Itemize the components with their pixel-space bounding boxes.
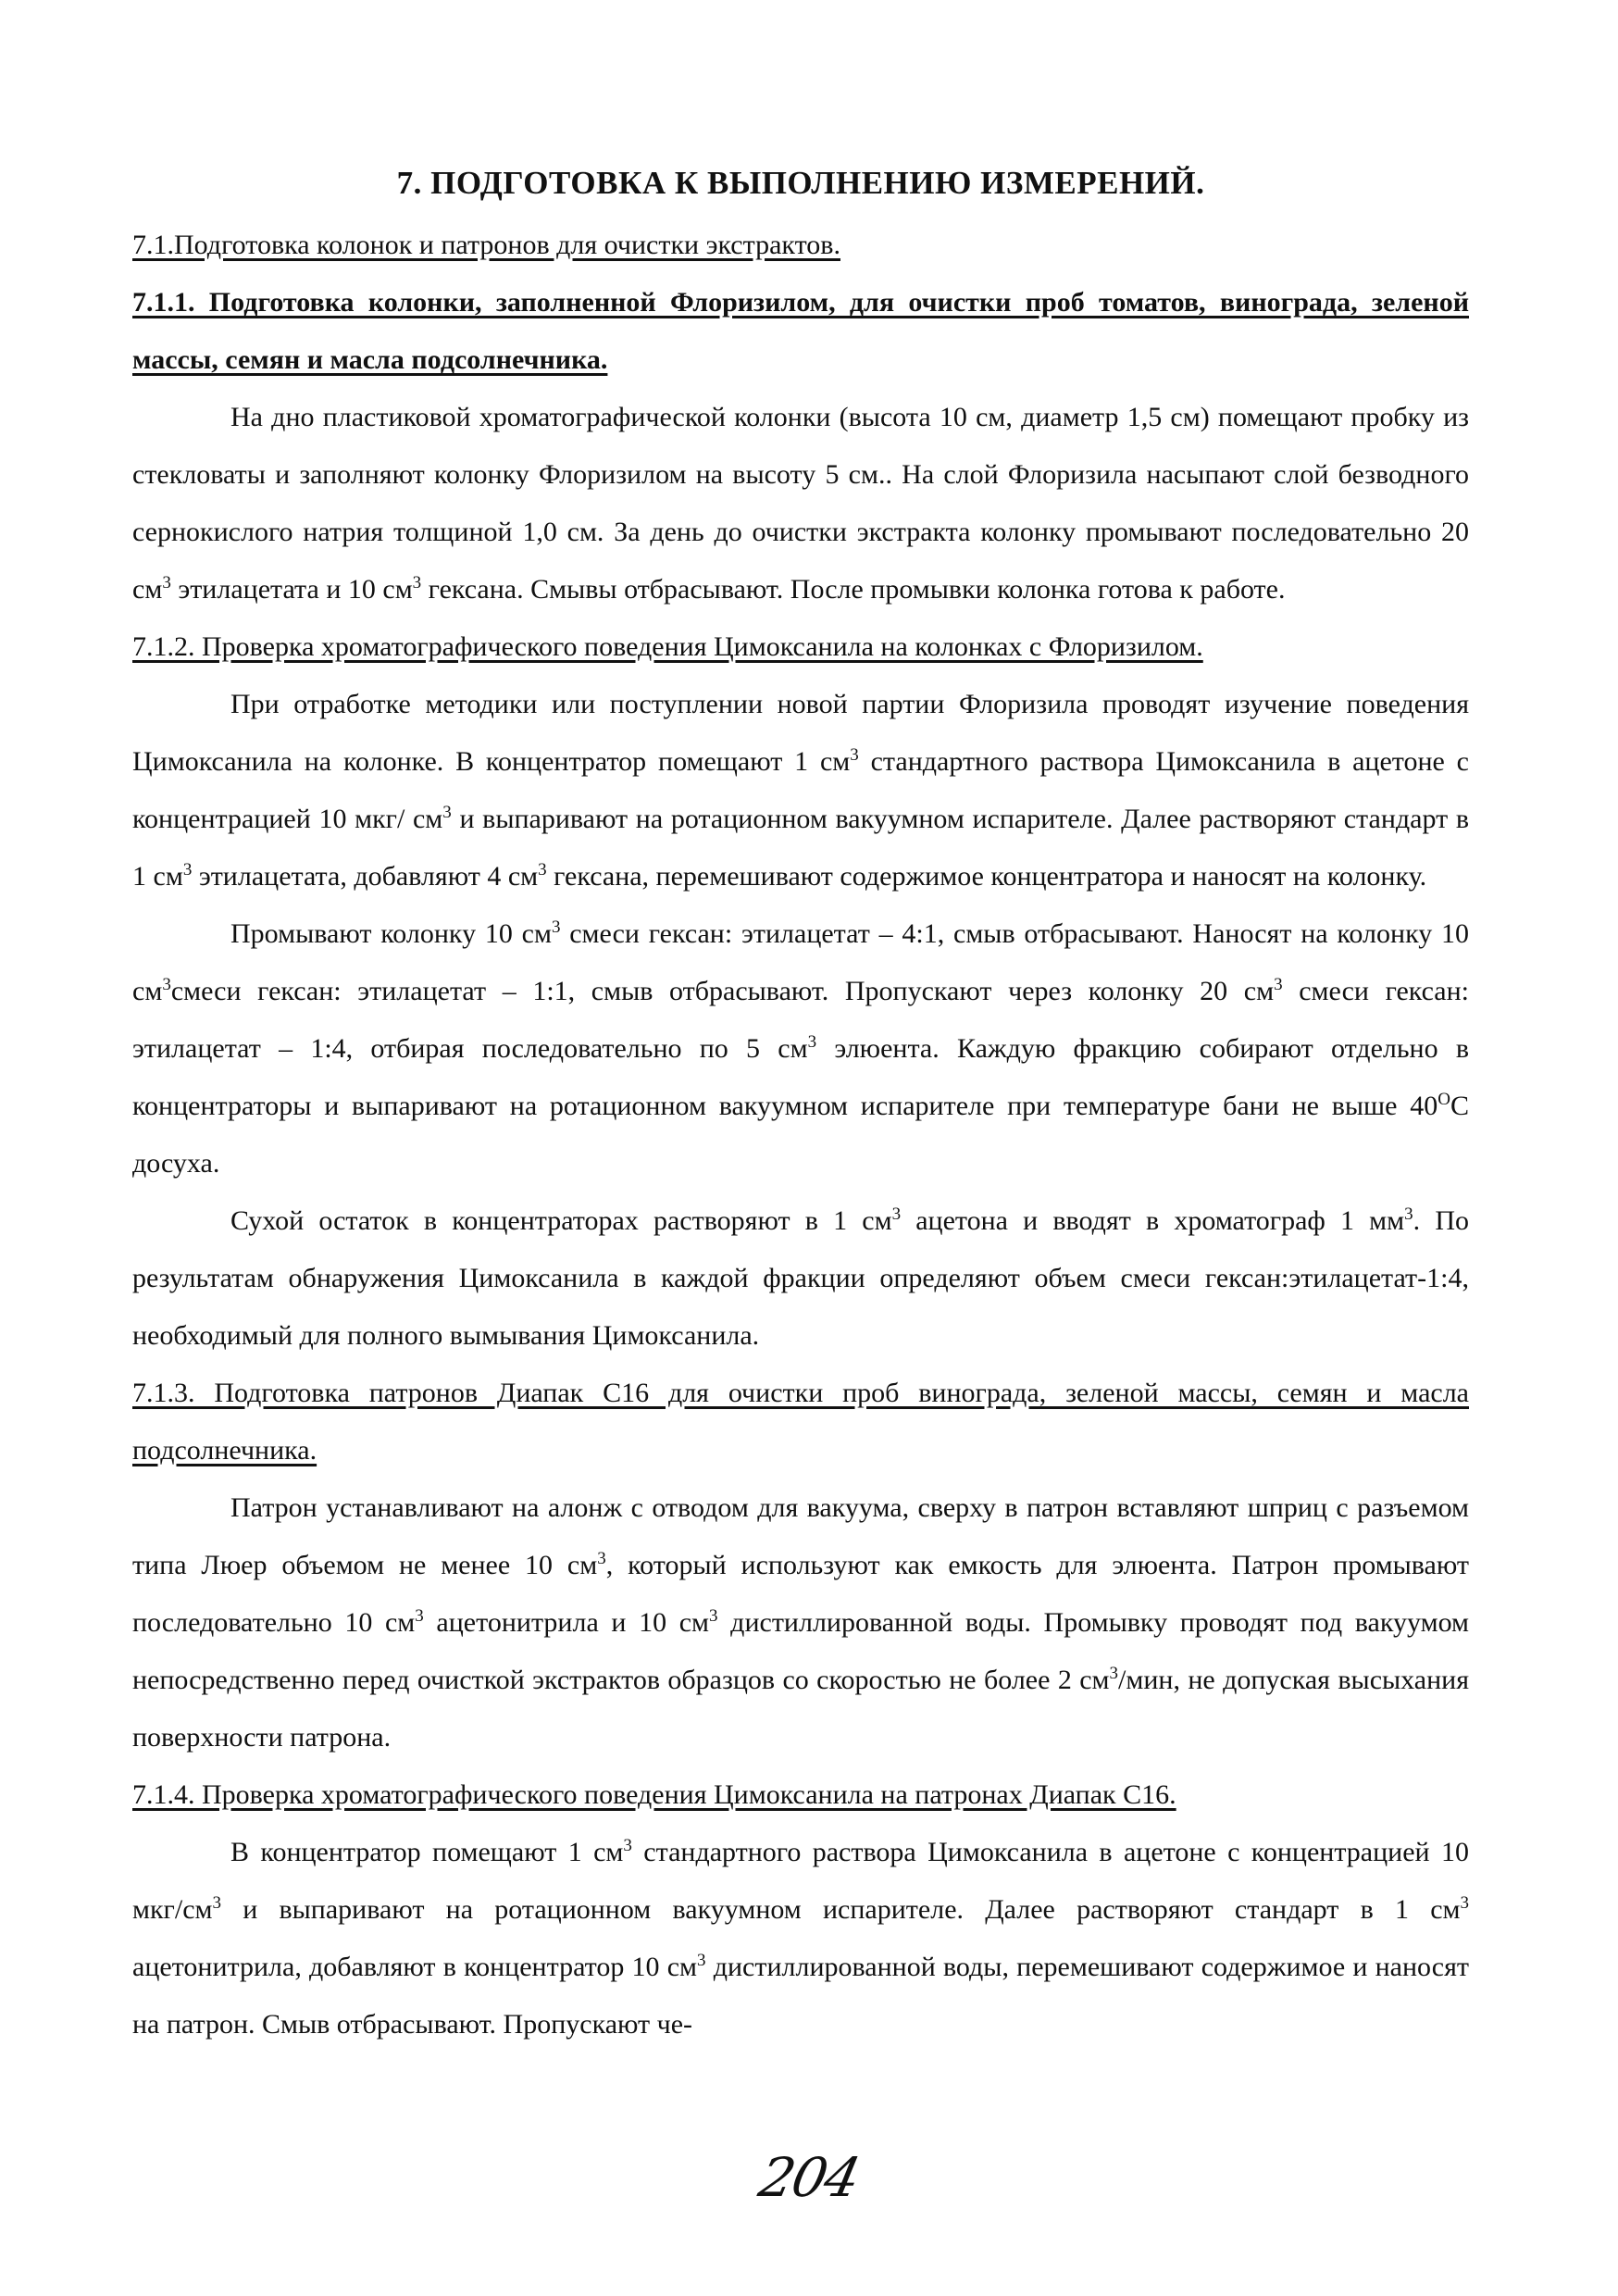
superscript: 3 [1109, 1664, 1119, 1683]
paragraph-7-1-2-c: Сухой остаток в концентраторах растворяют в 1 $см^3$ ацетона и вводят в хроматограф 1 $мм^3$. По результатам обнаружения Цимоксанила в каждой фракции определяют объем смеси гексан:этилацетат-1:4, необходимый для полного вымывания Цимоксанила. [132, 1204, 1469, 1351]
paragraph-7-1-2-b: Промывают колонку 10 $см^3$ смеси гексан: этилацетат – 4:1, смыв отбрасывают. Наносят на колонку 10 $см^3смеси$ гексан: этилацетат – 1:1, смыв отбрасывают. Пропускают через колонку 20 $см^3$ смеси гексан: этилацетат – 1:4, отбирая последовательно по 5 $см^3$ элюента. Каждую фракцию собирают отдельно в концентраторы и выпаривают на ротационном вакуумном испарителе при температуре бани не выше $40^OС$ досуха. [132, 917, 1470, 1179]
section-heading-7-1-3: 7.1.3. Подготовка патронов Диапак С16 для очистки проб винограда, зеленой массы, семян и масла подсолнечника. [132, 1378, 1469, 1466]
degree-superscript: O [1438, 1090, 1450, 1109]
superscript: 3 [1460, 1893, 1469, 1913]
paragraph-7-1-2-a: При отработке методики или поступлении новой партии Флоризила проводят изучение поведения Цимоксанила на колонке. В концентратор помещают 1 $см^3$ стандартного раствора Цимоксанила в ацетоне с концентрацией 10 мкг/ $см^3$ и выпаривают на ротационном вакуумном испарителе. Далее растворяют стандарт в 1 $см^3$ этилацетата, добавляют 4 $см^3$ гексана, перемешивают содержимое концентратора и наносят на колонку. [132, 689, 1469, 892]
superscript: 3 [850, 745, 859, 765]
page-title: 7. ПОДГОТОВКА К ВЫПОЛНЕНИЮ ИЗМЕРЕНИЙ. [396, 165, 1205, 201]
superscript: 3 [162, 573, 171, 593]
section-heading-7-1-2: 7.1.2. Проверка хроматографического поведения Цимоксанила на колонках с Флоризилом. [132, 631, 1203, 662]
superscript: 3 [597, 1549, 606, 1568]
superscript: 3 [551, 917, 561, 937]
superscript: 3 [1274, 975, 1283, 994]
superscript: 3 [1404, 1204, 1413, 1224]
handwritten-page-number: 204 [753, 2146, 865, 2209]
superscript: 3 [709, 1606, 718, 1626]
superscript: 3 [182, 860, 193, 880]
superscript: 3 [623, 1836, 632, 1855]
document-page [132, 156, 1469, 2053]
superscript: 3 [538, 860, 547, 880]
superscript: 3 [697, 1951, 706, 1970]
paragraph-7-1-3: Патрон устанавливают на алонж с отводом для вакуума, сверху в патрон вставляют шприц с разъемом типа Люер объемом не менее 10 $см^3$, который используют как емкость для элюента. Патрон промывают последовательно 10 $см^3$ ацетонитрила и 10 $см^3$ дистиллированной воды. Промывку проводят под вакуумом непосредственно перед очисткой экстрактов образцов со скоростью не более 2 $см^3$/мин, не допуская высыхания поверхности патрона. [132, 1492, 1470, 1753]
superscript: 3 [442, 803, 452, 822]
superscript: 3 [212, 1893, 221, 1913]
superscript: 3 [415, 1606, 424, 1626]
paragraph-7-1-4: В концентратор помещают 1 $см^3$ стандартного раствора Цимоксанила в ацетоне с концентрацией 10 мкг/$см^3$ и выпаривают на ротационном вакуумном испарителе. Далее растворяют стандарт в 1 $см^3$ ацетонитрила, добавляют в концентратор 10 $см^3$ дистиллированной воды, перемешивают содержимое и наносят на патрон. Смыв отбрасывают. Пропускают че- [132, 1836, 1469, 2040]
section-heading-7-1-4: 7.1.4. Проверка хроматографического поведения Цимоксанила на патронах Диапак С16. [132, 1779, 1176, 1810]
superscript: 3 [891, 1204, 902, 1224]
section-heading-7-1-1: 7.1.1. Подготовка колонки, заполненной Флоризилом, для очистки проб томатов, винограда, зеленой массы, семян и масла подсолнечника. [132, 287, 1469, 375]
superscript: 3 [162, 975, 171, 994]
paragraph-7-1-1: На дно пластиковой хроматографической колонки (высота 10 см, диаметр 1,5 см) помещают пробку из стекловаты и заполняют колонку Флоризилом на высоту 5 см.. На слой Флоризила насыпают слой безводного сернокислого натрия толщиной 1,0 см. За день до очистки экстракта колонку промывают последовательно 20 $см^3$ этилацетата и 10 $см^3$ гексана. Смывы отбрасывают. После промывки колонка готова к работе. [132, 402, 1469, 605]
superscript: 3 [807, 1032, 817, 1052]
section-heading-7-1: 7.1.Подготовка колонок и патронов для очистки экстрактов. [132, 230, 840, 260]
superscript: 3 [412, 573, 422, 593]
